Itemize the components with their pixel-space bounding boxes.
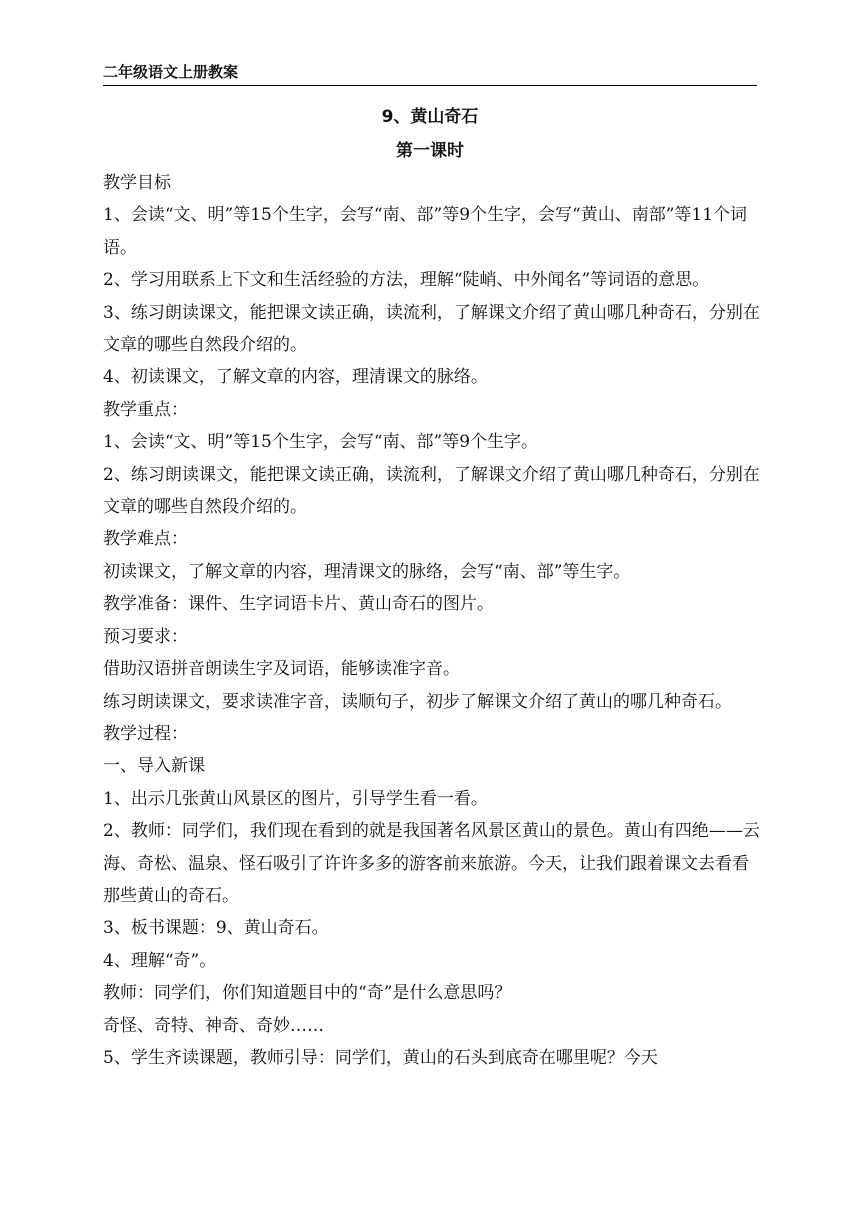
- paragraph: 教师：同学们，你们知道题目中的“奇”是什么意思吗？: [103, 983, 512, 1004]
- header-divider: [103, 85, 757, 86]
- paragraph: 2、学习用联系上下文和生活经验的方法，理解“陡峭、中外闻名”等词语的意思。: [103, 270, 710, 291]
- paragraph: 教学过程：: [103, 723, 188, 744]
- paragraph: 练习朗读课文，要求读准字音，读顺句子，初步了解课文介绍了黄山的哪几种奇石。: [103, 691, 732, 712]
- paragraph: 5、学生齐读课题，教师引导：同学们，黄山的石头到底奇在哪里呢？今天: [103, 1047, 658, 1068]
- paragraph: 4、理解“奇”。: [103, 950, 217, 971]
- paragraph: 一、导入新课: [103, 756, 205, 777]
- paragraph: 教学重点：: [103, 399, 188, 420]
- paragraph: 初读课文，了解文章的内容，理清课文的脉络，会写“南、部”等生字。: [103, 561, 631, 582]
- page-header-title: 二年级语文上册教案: [103, 63, 239, 81]
- paragraph: 预习要求：: [103, 626, 188, 647]
- paragraph: 2、教师：同学们，我们现在看到的就是我国著名风景区黄山的景色。黄山有四绝——云海、奇松、温泉、怪石吸引了许许多多的游客前来旅游。今天，让我们跟着课文去看看那些黄山的奇石。: [103, 821, 760, 906]
- paragraph: 1、会读“文、明”等15个生字，会写“南、部”等9个生字。: [103, 432, 539, 453]
- paragraph: 1、会读“文、明”等15个生字，会写“南、部”等9个生字，会写“黄山、南部”等11个词语。: [103, 205, 748, 258]
- lesson-body: [103, 167, 761, 1074]
- paragraph: 奇怪、奇特、神奇、奇妙……: [103, 1015, 324, 1036]
- lesson-subtitle: 第一课时: [396, 141, 464, 161]
- paragraph: 教学难点：: [103, 529, 188, 550]
- paragraph: 2、练习朗读课文，能把课文读正确，读流利，了解课文介绍了黄山哪几种奇石，分别在文章的哪些自然段介绍的。: [103, 464, 760, 518]
- paragraph: 3、练习朗读课文，能把课文读正确，读流利，了解课文介绍了黄山哪几种奇石，分别在文章的哪些自然段介绍的。: [103, 302, 760, 356]
- paragraph: 教学目标: [103, 173, 171, 193]
- paragraph: 3、板书课题：9、黄山奇石。: [103, 918, 329, 939]
- paragraph: 借助汉语拼音朗读生字及词语，能够读准字音。: [103, 659, 460, 680]
- lesson-title: 9、黄山奇石: [381, 107, 479, 127]
- paragraph: 4、初读课文，了解文章的内容，理清课文的脉络。: [103, 367, 488, 388]
- paragraph: 教学准备：课件、生字词语卡片、黄山奇石的图片。: [103, 594, 494, 615]
- paragraph: 1、出示几张黄山风景区的图片，引导学生看一看。: [103, 788, 488, 809]
